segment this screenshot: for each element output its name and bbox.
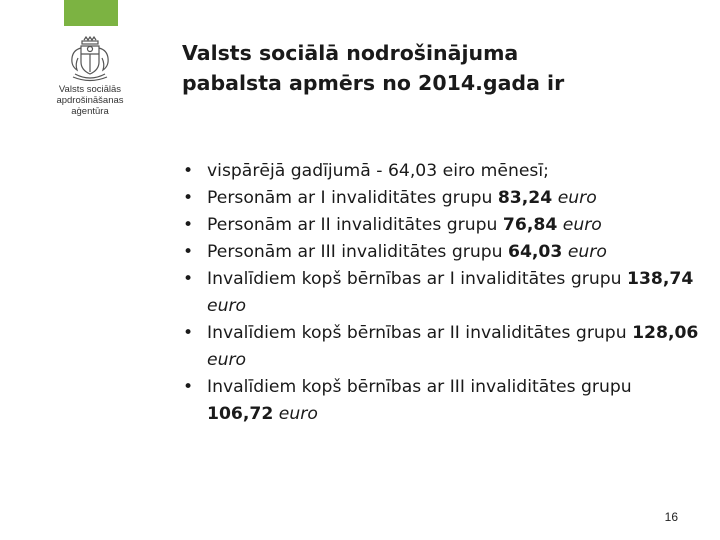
logo-text-line3: aģentūra xyxy=(71,106,109,117)
logo-text-line2: apdrošināšanas xyxy=(56,95,124,106)
item-unit: euro xyxy=(567,242,607,262)
list-item xyxy=(182,158,702,185)
benefit-list xyxy=(182,158,702,428)
item-text: vispārējā gadījumā - 64,03 eiro mēnesī; xyxy=(207,161,549,181)
latvia-coat-of-arms-icon xyxy=(67,36,113,82)
item-prefix: Invalīdiem kopš bērnības ar II invaliditātes grupu xyxy=(207,323,633,343)
item-unit: euro xyxy=(278,404,318,424)
page-title xyxy=(182,38,682,98)
accent-bar xyxy=(64,0,118,26)
page-number: 16 xyxy=(664,510,678,524)
title-line-1: Valsts sociālā nodrošinājuma xyxy=(182,41,519,65)
list-item xyxy=(182,320,702,374)
item-prefix: Invalīdiem kopš bērnības ar I invaliditātes grupu xyxy=(207,269,627,289)
item-amount: 106,72 xyxy=(207,404,274,424)
item-unit: euro xyxy=(207,350,247,370)
list-item xyxy=(182,374,702,428)
item-amount: 83,24 xyxy=(497,188,553,208)
item-prefix: Personām ar II invaliditātes grupu xyxy=(207,215,503,235)
logo-text-line1: Valsts sociālās xyxy=(58,84,122,95)
list-item xyxy=(182,185,702,212)
item-amount: 76,84 xyxy=(502,215,558,235)
item-amount: 128,06 xyxy=(632,323,699,343)
item-unit: euro xyxy=(207,296,247,316)
list-item xyxy=(182,239,702,266)
item-prefix: Personām ar I invaliditātes grupu xyxy=(207,188,498,208)
item-unit: euro xyxy=(562,215,602,235)
title-line-2: pabalsta apmērs no 2014.gada ir xyxy=(182,71,565,95)
item-amount: 138,74 xyxy=(627,269,694,289)
list-item xyxy=(182,266,702,320)
list-item xyxy=(182,212,702,239)
agency-logo xyxy=(52,36,128,117)
item-prefix: Personām ar III invaliditātes grupu xyxy=(207,242,508,262)
item-amount: 64,03 xyxy=(507,242,563,262)
item-unit: euro xyxy=(557,188,597,208)
item-prefix: Invalīdiem kopš bērnības ar III invaliditātes grupu xyxy=(207,377,632,397)
